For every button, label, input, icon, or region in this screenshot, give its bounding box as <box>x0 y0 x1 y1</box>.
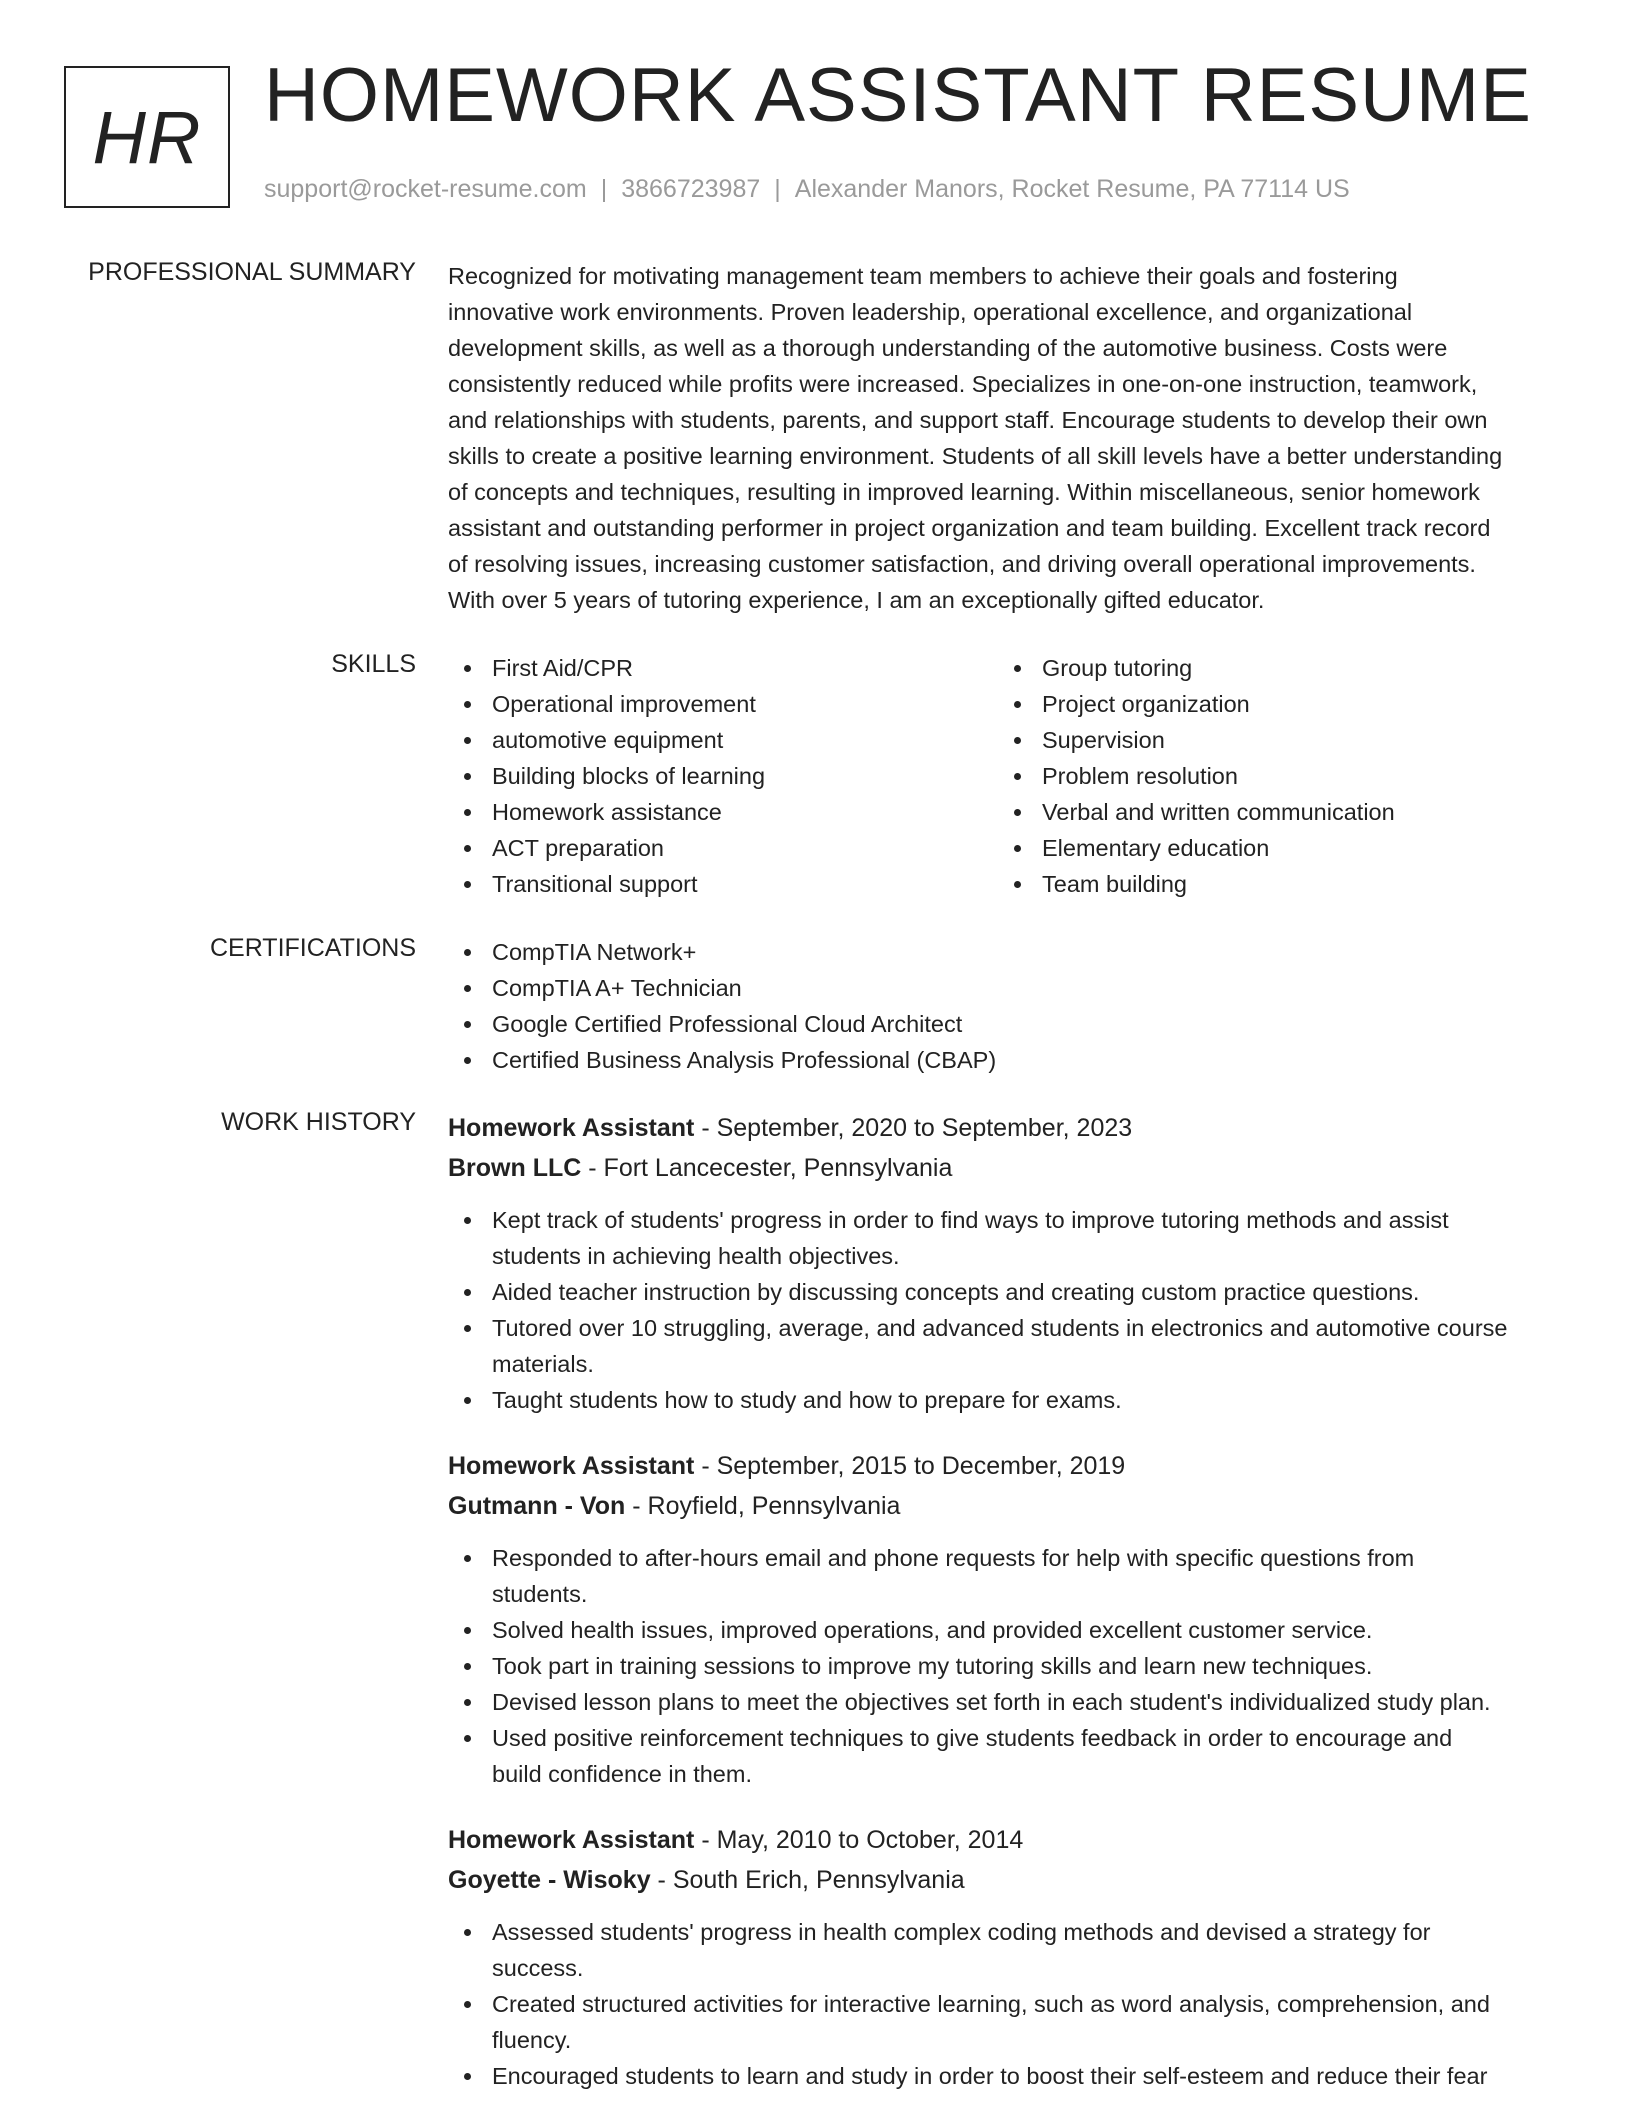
bullet-line: success. <box>492 1955 584 1981</box>
skill-item: Supervision <box>998 722 1548 758</box>
job-company-line <box>448 1860 1568 1900</box>
job-bullet <box>448 1648 1568 1684</box>
job-entry <box>448 1820 1568 2094</box>
skill-item: automotive equipment <box>448 722 998 758</box>
work-history-label: WORK HISTORY <box>221 1108 416 1136</box>
job-bullets <box>448 1914 1568 2094</box>
bullet-line: Tutored over 10 struggling, average, and advanced students in electronics and automotive course <box>492 1315 1508 1341</box>
certifications-label: CERTIFICATIONS <box>209 934 416 962</box>
monogram-logo <box>64 66 230 208</box>
job-bullet <box>448 1382 1568 1418</box>
summary-text <box>448 258 1568 618</box>
job-bullet <box>448 1540 1568 1612</box>
contact-line <box>264 175 1350 204</box>
job-heading <box>448 1820 1568 1860</box>
skill-item: Elementary education <box>998 830 1548 866</box>
summary-line: and relationships with students, parents, and support staff. Encourage students to develop their own <box>448 407 1488 433</box>
skill-item: Group tutoring <box>998 650 1548 686</box>
job-entry <box>448 1446 1568 1792</box>
skill-item: First Aid/CPR <box>448 650 998 686</box>
summary-line: With over 5 years of tutoring experience, I am an exceptionally gifted educator. <box>448 587 1265 613</box>
job-company: Goyette - Wisoky <box>448 1866 651 1894</box>
contact-separator: | <box>600 175 608 203</box>
job-dates: - September, 2015 to December, 2019 <box>694 1452 1126 1480</box>
contact-phone: 3866723987 <box>621 175 761 203</box>
job-company: Brown LLC <box>448 1154 582 1182</box>
bullet-line: build confidence in them. <box>492 1761 752 1787</box>
certification-item: CompTIA Network+ <box>448 934 1568 970</box>
job-bullet <box>448 1202 1568 1274</box>
job-dates: - September, 2020 to September, 2023 <box>694 1114 1133 1142</box>
bullet-line: Took part in training sessions to improve my tutoring skills and learn new techniques. <box>492 1653 1373 1679</box>
job-location: - Fort Lancecester, Pennsylvania <box>581 1154 953 1182</box>
bullet-line: Kept track of students' progress in order to find ways to improve tutoring methods and assist <box>492 1207 1449 1233</box>
bullet-line: Responded to after-hours email and phone requests for help with specific questions from <box>492 1545 1415 1571</box>
certifications-body <box>448 934 1568 1078</box>
bullet-line: students in achieving health objectives. <box>492 1243 900 1269</box>
contact-address: Alexander Manors, Rocket Resume, PA 77114 US <box>794 175 1350 203</box>
skills-list-right <box>998 650 1548 902</box>
job-dates: - May, 2010 to October, 2014 <box>694 1826 1024 1854</box>
bullet-line: materials. <box>492 1351 594 1377</box>
skill-item: Transitional support <box>448 866 998 902</box>
job-company: Gutmann - Von <box>448 1492 626 1520</box>
certification-item: Google Certified Professional Cloud Architect <box>448 1006 1568 1042</box>
skill-item: Homework assistance <box>448 794 998 830</box>
skill-item: Operational improvement <box>448 686 998 722</box>
summary-line: skills to create a positive learning environment. Students of all skill levels have a better understanding <box>448 443 1503 469</box>
job-title: Homework Assistant <box>448 1114 695 1142</box>
monogram-text: HR <box>92 95 202 179</box>
job-bullet <box>448 1612 1568 1648</box>
job-bullet <box>448 1310 1568 1382</box>
resume-title: HOMEWORK ASSISTANT RESUME <box>264 53 1532 138</box>
skills-grid <box>448 650 1568 902</box>
bullet-line: Devised lesson plans to meet the objectives set forth in each student's individualized study plan. <box>492 1689 1491 1715</box>
certifications-list <box>448 934 1568 1078</box>
skill-item: Verbal and written communication <box>998 794 1548 830</box>
skill-item: Project organization <box>998 686 1548 722</box>
bullet-line: fluency. <box>492 2027 572 2053</box>
job-company-line <box>448 1148 1568 1188</box>
skill-item: Problem resolution <box>998 758 1548 794</box>
job-bullets <box>448 1540 1568 1792</box>
job-bullets <box>448 1202 1568 1418</box>
job-bullet <box>448 1720 1568 1792</box>
job-bullet <box>448 2058 1568 2094</box>
certification-item: CompTIA A+ Technician <box>448 970 1568 1006</box>
bullet-line: Solved health issues, improved operations, and provided excellent customer service. <box>492 1617 1373 1643</box>
certification-item: Certified Business Analysis Professional (CBAP) <box>448 1042 1568 1078</box>
summary-line: assistant and outstanding performer in project organization and team building. Excellent track record <box>448 515 1491 541</box>
job-bullet <box>448 1986 1568 2058</box>
summary-label: PROFESSIONAL SUMMARY <box>88 258 416 286</box>
summary-body <box>448 258 1568 618</box>
job-title: Homework Assistant <box>448 1826 695 1854</box>
summary-line: Recognized for motivating management team members to achieve their goals and fostering <box>448 263 1398 289</box>
job-entry <box>448 1108 1568 1418</box>
bullet-line: Assessed students' progress in health complex coding methods and devised a strategy for <box>492 1919 1431 1945</box>
bullet-line: Encouraged students to learn and study in order to boost their self-esteem and reduce their fear <box>492 2063 1488 2089</box>
bullet-line: students. <box>492 1581 588 1607</box>
contact-separator: | <box>774 175 781 203</box>
summary-line: consistently reduced while profits were increased. Specializes in one-on-one instruction, teamwork, <box>448 371 1478 397</box>
bullet-line: Aided teacher instruction by discussing concepts and creating custom practice questions. <box>492 1279 1420 1305</box>
summary-line: development skills, as well as a thorough understanding of the automotive business. Costs were <box>448 335 1448 361</box>
job-bullet <box>448 1274 1568 1310</box>
contact-email: support@rocket-resume.com <box>264 175 587 203</box>
job-company-line <box>448 1486 1568 1526</box>
job-location: - South Erich, Pennsylvania <box>650 1866 965 1894</box>
job-heading <box>448 1108 1568 1148</box>
skill-item: ACT preparation <box>448 830 998 866</box>
summary-line: of concepts and techniques, resulting in improved learning. Within miscellaneous, senior homework <box>448 479 1480 505</box>
job-title: Homework Assistant <box>448 1452 695 1480</box>
bullet-line: Used positive reinforcement techniques to give students feedback in order to encourage and <box>492 1725 1453 1751</box>
work-history-body <box>448 1108 1568 2094</box>
summary-line: of resolving issues, increasing customer satisfaction, and driving overall operational improvements. <box>448 551 1476 577</box>
skills-body <box>448 650 1568 902</box>
bullet-line: Created structured activities for interactive learning, such as word analysis, comprehension, and <box>492 1991 1490 2017</box>
job-heading <box>448 1446 1568 1486</box>
skill-item: Team building <box>998 866 1548 902</box>
summary-line: innovative work environments. Proven leadership, operational excellence, and organizational <box>448 299 1413 325</box>
job-bullet <box>448 1914 1568 1986</box>
bullet-line: Taught students how to study and how to prepare for exams. <box>492 1387 1122 1413</box>
skills-list-left <box>448 650 998 902</box>
job-bullet <box>448 1684 1568 1720</box>
skills-label: SKILLS <box>331 650 416 678</box>
skill-item: Building blocks of learning <box>448 758 998 794</box>
job-location: - Royfield, Pennsylvania <box>625 1492 901 1520</box>
